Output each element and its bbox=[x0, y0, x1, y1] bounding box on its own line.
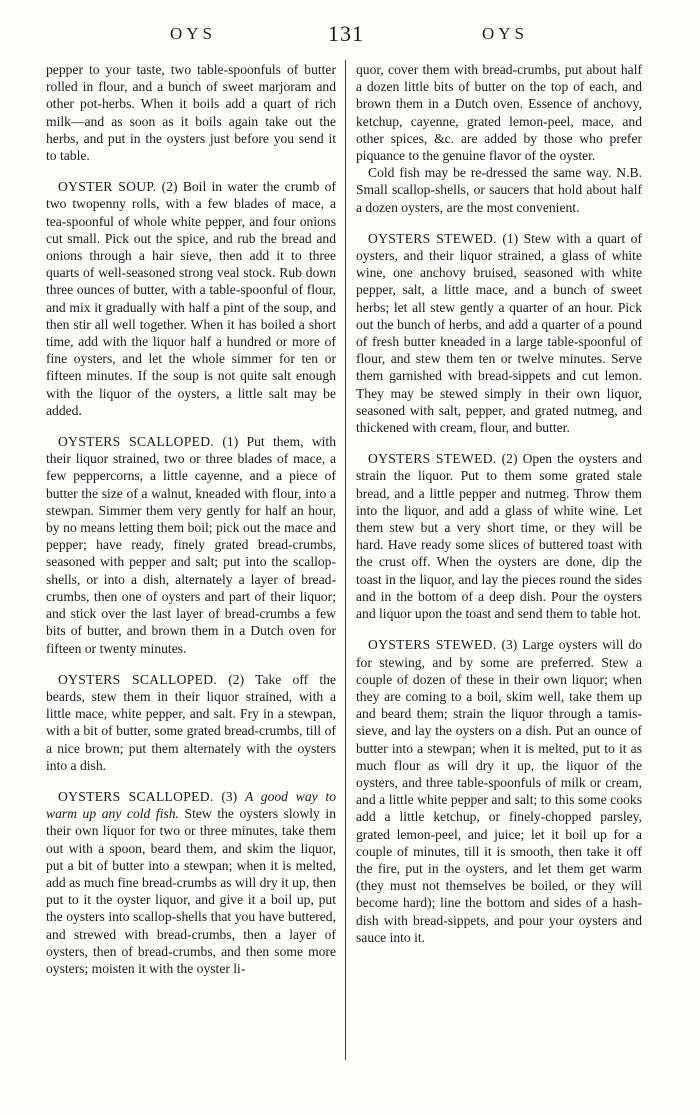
recipe-number: (2) bbox=[501, 451, 518, 467]
recipe-oyster-soup-2 bbox=[46, 178, 336, 419]
column-divider bbox=[345, 60, 346, 1060]
recipe-body: Stew the oysters slowly in their own liquor for two or three minutes, take them out with a spoon, beard them, and skim the liquor, put a bit of butter into a stewpan; when it is melted, add as much fine bread-crumbs as will dry it up, then put to it the oyster liquor, and give it a boil up, put the oysters into scallop-shells that you have buttered, and strewed with bread-crumbs, then a layer of oysters, then of bread-crumbs, and then some more oysters; moisten it with the oyster li- bbox=[46, 806, 336, 976]
recipe-number: (3) bbox=[501, 637, 518, 653]
recipe-heading: OYSTERS SCALLOPED. bbox=[58, 434, 215, 450]
recipe-number: (1) bbox=[222, 434, 239, 450]
recipe-body: Stew with a quart of oysters, and their liquor strained, a glass of white wine, one anchovy bruised, seasoned with white pepper, salt, a little mace, and a bunch of sweet herbs; let all stew gently a quarter of an hour. Pick out the bunch of herbs, and add a quarter of a pound of fresh butter kneaded in a large table-spoonful of flour, and stew them ten or twelve minutes. Serve them garnished with bread-sippets and cut lemon. They may be stewed simply in their own liquor, seasoned with salt, pepper, and grated nutmeg, and thickened with cream, flour, and butter. bbox=[356, 230, 642, 436]
recipe-number: (2) bbox=[228, 671, 245, 687]
recipe-number: (2) bbox=[161, 179, 178, 195]
recipe-number: (3) bbox=[221, 788, 238, 804]
recipe-oysters-scalloped-2 bbox=[46, 671, 336, 774]
left-column bbox=[46, 61, 336, 991]
recipe-body: Boil in water the crumb of two twopenny rolls, with a few blades of mace, a tea-spoonful of whole white pepper, and four onions cut small. Pick out the spice, and rub the bread and onions through a hair sieve, then add it to three quarts of well-seasoned strong veal stock. Rub down three ounces of butter, with a table-spoonful of flour, and mix it gradually with half a pint of the soup, and then stir all well together. When it has boiled a short time, add with the liquor half a hundred or more of fine oysters, and let the whole simmer for ten or fifteen minutes. If the soup is not quite salt enough with the liquor of the oysters, a little salt may be added. bbox=[46, 179, 336, 418]
right-column bbox=[356, 61, 642, 960]
recipe-heading: OYSTERS STEWED. bbox=[368, 230, 497, 246]
running-header bbox=[0, 21, 700, 54]
recipe-body: Open the oysters and strain the liquor. Put to them some grated stale bread, and a little pepper and nutmeg. Throw them into the liquor, and add a glass of white wine. Let them stew but a very short time, or they will be hard. Have ready some slices of buttered toast with the crust off. When the oysters are done, dip the toast in the liquor, and lay the pieces round the sides and in the bottom of a deep dish. Pour the oysters and liquor upon the toast and send them to table hot. bbox=[356, 451, 643, 622]
right-note-text: Cold fish may be re-dressed the same way. N.B. Small scallop-shells, or saucers that hold about half a dozen oysters, are the most convenient. bbox=[356, 165, 642, 215]
recipe-heading: OYSTERS STEWED. bbox=[368, 637, 497, 653]
recipe-heading: OYSTERS SCALLOPED. bbox=[58, 788, 214, 804]
recipe-oysters-stewed-1 bbox=[356, 230, 642, 436]
recipe-oysters-stewed-2 bbox=[356, 450, 642, 622]
recipe-heading: OYSTER SOUP. bbox=[58, 179, 157, 195]
left-continuation-text: pepper to your taste, two table-spoonfuls of butter rolled in flour, and a bunch of sweet marjoram and other pot-herbs. When it boils add a quart of rich milk—and as soon as it boils again take out the herbs, and put in the oysters just before you send it to table. bbox=[46, 62, 336, 164]
recipe-oysters-scalloped-1 bbox=[46, 433, 336, 657]
recipe-body: Take off the beards, stew them in their liquor strained, with a little mace, white pepper, and salt. Fry in a stewpan, with a bit of butter, some grated bread-crumbs, till of a nice brown; put them alternately with the oysters into a dish. bbox=[46, 671, 336, 773]
recipe-number: (1) bbox=[502, 230, 519, 246]
header-left-word: OYS bbox=[170, 24, 217, 43]
header-right-word: OYS bbox=[482, 24, 529, 43]
recipe-oysters-scalloped-3 bbox=[46, 788, 336, 977]
page-number: 131 bbox=[328, 21, 364, 46]
recipe-body: Put them, with their liquor strained, two or three blades of mace, a few peppercorns, a little cayenne, and a piece of butter the size of a walnut, kneaded with flour, into a stewpan. Simmer them very gently for half an hour, by no means letting them boil; pick out the mace and pepper; have ready, finely grated bread-crumbs, seasoned with pepper and salt; put into the scallop-shells, or into a dish, alternately a layer of bread-crumbs, then one of oysters and part of their liquor; and stick over the last layer of bread-crumbs a few bits of butter, and brown them in a Dutch oven for fifteen or twenty minutes. bbox=[46, 434, 336, 656]
recipe-subtitle: A good way to warm up any cold fish. bbox=[46, 788, 336, 822]
right-continuation-text: quor, cover them with bread-crumbs, put about half a dozen little bits of butter on the top of each, and brown them in a Dutch oven. Essence of anchovy, ketchup, cayenne, grated lemon-peel, mace, and other spices, &c. are added by those who prefer piquance to the genuine flavor of the oyster. bbox=[356, 62, 642, 164]
recipe-body: Large oysters will do for stewing, and by some are preferred. Stew a couple of dozen of these in their own liquor; when they are coming to a boil, skim well, take them up and beard them; strain the liquor through a tamis-sieve, and lay the oysters on a dish. Put an ounce of butter into a stewpan; when it is melted, put to it as much flour as will dry it up, the liquor of the oysters, and three table-spoonfuls of milk or cream, and a little white pepper and salt; to this some cooks add a little ketchup, or finely-chopped parsley, grated lemon-peel, and juice; let it boil up for a couple of minutes, till it is smooth, then take it off the fire, put in the oysters, and let them get warm (they must not themselves be boiled, or they will become hard); line the bottom and sides of a hash-dish with bread-sippets, and pour your oysters and sauce into it. bbox=[356, 637, 642, 945]
recipe-heading: OYSTERS SCALLOPED. bbox=[58, 671, 218, 687]
recipe-heading: OYSTERS STEWED. bbox=[368, 451, 497, 467]
recipe-oysters-stewed-3 bbox=[356, 636, 642, 946]
